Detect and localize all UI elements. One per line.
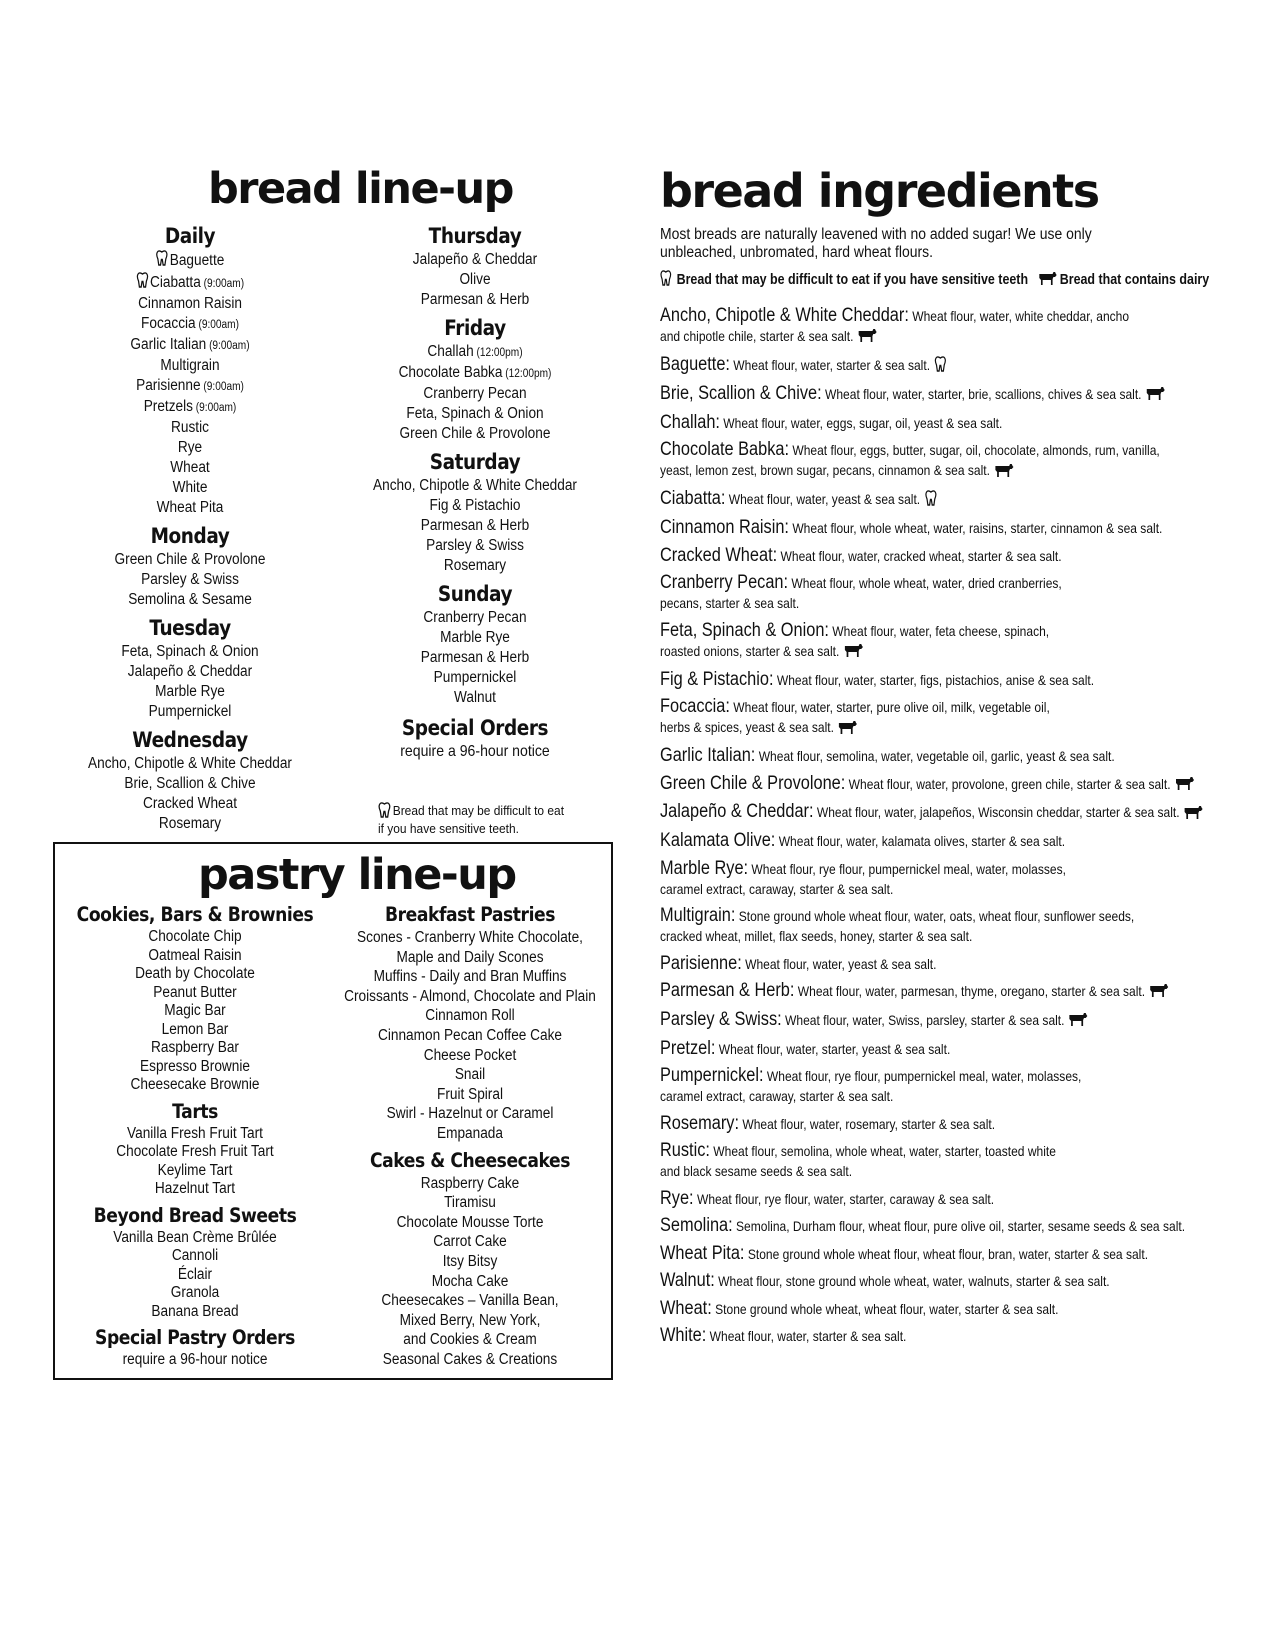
pastry-item: Raspberry Bar (151, 1039, 239, 1056)
day-heading-saturday: Saturday (429, 450, 521, 474)
bread-item (84, 702, 295, 722)
pastry-item: Cheese Pocket (423, 1046, 517, 1064)
ingredient-description: Wheat flour, water, provolone, green chile, starter & sea salt. (848, 775, 1171, 792)
bread-item (84, 550, 295, 570)
ingredient-description: Wheat flour, water, starter, brie, scallions, chives & sea salt. (824, 386, 1142, 403)
ingredient-entry (660, 1271, 1245, 1291)
ingredient-description: Wheat flour, water, white cheddar, ancho (912, 308, 1130, 324)
sensitive-teeth-note-text: Bread that may be difficult to eat if you have sensitive teeth. (378, 802, 565, 836)
bread-item (84, 590, 295, 610)
ingredient-description: Wheat flour, water, starter, pure olive oil, milk, vegetable oil, (733, 699, 1050, 716)
ingredient-description: Wheat flour, whole wheat, water, raisins, starter, cinnamon & sea salt. (792, 520, 1163, 537)
pastry-item: Oatmeal Raisin (148, 946, 242, 964)
bread-item-name: Cranberry Pecan (423, 385, 527, 402)
bread-item (369, 688, 580, 708)
ingredient-description: Wheat flour, water, jalapeños, Wisconsin cheddar, starter & sea salt. (816, 804, 1180, 821)
ingredient-bread-name: Rosemary: (660, 1112, 739, 1134)
cow-icon (844, 642, 863, 662)
bread-item (369, 608, 580, 628)
bread-item-name: Parsley & Swiss (141, 571, 239, 589)
ingredient-description: Wheat flour, whole wheat, water, dried cranberries, (791, 575, 1062, 592)
bread-item (84, 794, 295, 814)
bread-item (84, 642, 295, 662)
ingredient-entry (660, 1244, 1245, 1264)
ingredient-description: Wheat flour, water, feta cheese, spinach, (832, 622, 1050, 639)
bread-item (369, 496, 580, 516)
bread-item-time: (12:00pm) (473, 347, 523, 359)
ingredient-description: Wheat flour, semolina, water, vegetable oil, garlic, yeast & sea salt. (758, 748, 1115, 765)
bread-item-name: Ciabatta (149, 274, 201, 292)
pastry-heading: Breakfast Pastries (384, 903, 556, 926)
pastry-item: Snail (454, 1066, 486, 1084)
ingredient-description-cont: and black sesame seeds & sea salt. (660, 1163, 853, 1180)
ingredient-entry (660, 518, 1245, 538)
ingredient-entry (660, 1216, 1245, 1236)
ingredient-description: Wheat flour, water, rosemary, starter & sea salt. (742, 1115, 996, 1132)
ingredient-entry (660, 546, 1245, 566)
bread-item-name: Walnut (454, 689, 496, 706)
ingredient-description-cont: roasted onions, starter & sea salt. (660, 642, 840, 659)
cow-icon (994, 462, 1013, 482)
ingredient-bread-name: Parsley & Swiss: (660, 1008, 782, 1030)
ingredient-description: Wheat flour, stone ground whole wheat, water, walnuts, starter & sea salt. (718, 1273, 1110, 1290)
bread-item-time: (9:00am) (200, 381, 244, 394)
ingredient-bread-name: Rustic: (660, 1140, 710, 1162)
ingredient-description: Wheat flour, water, starter & sea salt. (709, 1328, 907, 1345)
ingredient-bread-name: Ciabatta: (660, 488, 726, 510)
ingredient-entry (660, 384, 1245, 405)
bread-item (369, 536, 580, 556)
ingredient-entry (660, 1326, 1245, 1346)
ingredient-bread-name: Brie, Scallion & Chive: (660, 383, 822, 405)
bread-item (369, 648, 580, 668)
bread-item-name: Semolina & Sesame (128, 591, 252, 609)
bread-item-name: Rustic (171, 419, 209, 437)
pastry-item: Lemon Bar (161, 1020, 229, 1038)
bread-item-name: Ancho, Chipotle & White Cheddar (373, 477, 577, 494)
bread-item-name: Rosemary (158, 815, 222, 833)
cow-icon (1069, 1011, 1088, 1031)
ingredient-entry (660, 440, 1245, 481)
ingredient-entry (660, 1299, 1245, 1319)
ingredient-description: Stone ground whole wheat flour, water, oats, wheat flour, sunflower seeds, (738, 908, 1135, 925)
ingredient-bread-name: Multigrain: (660, 905, 736, 927)
bread-item-name: Multigrain (160, 357, 220, 375)
ingredient-bread-name: Rye: (660, 1187, 694, 1209)
ingredient-description-cont: yeast, lemon zest, brown sugar, pecans, cinnamon & sea salt. (660, 462, 990, 479)
bread-item (369, 668, 580, 688)
ingredient-description: Wheat flour, rye flour, pumpernickel meal, water, molasses, (766, 1068, 1082, 1085)
pastry-item: Chocolate Chip (148, 928, 242, 945)
bread-item-name: Parmesan & Herb (420, 649, 530, 666)
bread-item (84, 397, 295, 418)
ingredient-entry (660, 1039, 1245, 1059)
bread-item (369, 404, 580, 424)
pastry-item: Cinnamon Pecan Coffee Cake (377, 1026, 563, 1044)
special-orders-title: Special Orders (401, 716, 549, 740)
pastry-item: Mocha Cake (431, 1272, 509, 1290)
pastry-item: Swirl - Hazelnut or Caramel (386, 1105, 554, 1123)
bread-ingredients-title: bread ingredients (660, 164, 1099, 218)
bread-item (84, 498, 295, 518)
pastry-item: Seasonal Cakes & Creations (382, 1350, 558, 1368)
pastry-item: Maple and Daily Scones (396, 948, 544, 966)
pastry-item: Chocolate Fresh Fruit Tart (116, 1143, 274, 1160)
legend-tooth-text: Bread that may be difficult to eat if you have sensitive teeth (676, 270, 1029, 288)
bread-item-name: Challah (427, 343, 474, 360)
ingredient-description-cont: cracked wheat, millet, flax seeds, honey, starter & sea salt. (660, 928, 973, 945)
bread-item-name: Jalapeño & Cheddar (412, 251, 538, 268)
bread-item (84, 335, 295, 356)
bread-days-left (84, 224, 295, 834)
ingredient-description: Wheat flour, water, starter & sea salt. (733, 356, 931, 373)
bread-item (369, 290, 580, 310)
pastry-item: Éclair (177, 1265, 213, 1283)
ingredients-list (660, 306, 1240, 1354)
pastry-item: Mixed Berry, New York, (399, 1311, 541, 1329)
cow-icon (1149, 982, 1168, 1002)
pastry-item: Granola (170, 1284, 220, 1301)
ingredient-description: Wheat flour, water, Swiss, parsley, starter & sea salt. (785, 1011, 1065, 1028)
ingredient-bread-name: Wheat: (660, 1297, 712, 1319)
ingredient-bread-name: Green Chile & Provolone: (660, 772, 846, 794)
pastry-item: Tiramisu (444, 1194, 496, 1212)
ingredient-description: Wheat flour, rye flour, water, starter, caraway & sea salt. (696, 1190, 995, 1207)
tooth-icon (934, 356, 946, 377)
ingredient-bread-name: Baguette: (660, 353, 730, 375)
bread-item-name: Feta, Spinach & Onion (406, 405, 544, 422)
bread-item (369, 270, 580, 290)
ingredient-bread-name: Chocolate Babka: (660, 439, 789, 461)
bread-item-name: Cracked Wheat (142, 795, 237, 813)
ingredient-bread-name: Semolina: (660, 1215, 733, 1237)
pastry-column-left (76, 903, 314, 1370)
pastry-item: Croissants - Almond, Chocolate and Plain (344, 987, 596, 1005)
bread-item-time: (9:00am) (192, 402, 237, 415)
ingredient-description: Wheat flour, rye flour, pumpernickel meal, water, molasses, (751, 860, 1066, 877)
pastry-item: require a 96-hour notice (122, 1351, 268, 1368)
bread-item (84, 418, 295, 438)
ingredient-bread-name: Kalamata Olive: (660, 830, 776, 852)
bread-item-name: Olive (459, 271, 491, 288)
day-heading-thursday: Thursday (428, 224, 522, 248)
cow-icon (1038, 271, 1056, 289)
cow-icon (858, 327, 877, 347)
ingredient-description: Wheat flour, semolina, whole wheat, water, starter, toasted white (713, 1143, 1056, 1160)
bread-item-name: White (172, 479, 208, 497)
bread-item (369, 250, 580, 270)
bread-item-name: Parsley & Swiss (426, 537, 524, 554)
day-heading-sunday: Sunday (437, 582, 513, 606)
ingredient-entry (660, 355, 1245, 377)
bread-item-time: (12:00pm) (502, 368, 552, 380)
pastry-item: Death by Chocolate (135, 965, 255, 982)
bread-item-time: (9:00am) (206, 340, 250, 353)
bread-item (84, 458, 295, 478)
ingredient-description: Wheat flour, water, starter, yeast & sea salt. (718, 1040, 951, 1057)
bread-item (84, 356, 295, 376)
day-heading-daily: Daily (164, 224, 216, 248)
ingredient-bread-name: Parmesan & Herb: (660, 980, 795, 1002)
bread-item-name: Pumpernickel (148, 703, 232, 721)
day-heading-friday: Friday (444, 316, 506, 340)
bread-item (369, 476, 580, 496)
bread-item-name: Brie, Scallion & Chive (124, 775, 256, 793)
ingredient-bread-name: Parisienne: (660, 952, 742, 974)
ingredient-description: Semolina, Durham flour, wheat flour, pure olive oil, starter, sesame seeds & sea salt. (736, 1218, 1186, 1235)
ingredient-bread-name: Pumpernickel: (660, 1065, 764, 1087)
pastry-heading: Beyond Bread Sweets (93, 1203, 297, 1227)
pastry-item: and Cookies & Cream (403, 1331, 537, 1349)
bread-item-name: Parmesan & Herb (420, 291, 530, 308)
pastry-column-right (342, 903, 597, 1369)
ingredient-bread-name: Garlic Italian: (660, 745, 756, 767)
ingredient-bread-name: Ancho, Chipotle & White Cheddar: (660, 305, 909, 326)
cow-icon (838, 719, 857, 739)
ingredient-bread-name: Pretzel: (660, 1037, 716, 1059)
pastry-heading: Cookies, Bars & Brownies (76, 903, 314, 926)
bread-item (84, 774, 295, 794)
ingredient-description-cont: caramel extract, caraway, starter & sea salt. (660, 1088, 894, 1105)
pastry-item: Fruit Spiral (437, 1085, 503, 1103)
bread-item (84, 314, 295, 335)
cow-icon (1146, 385, 1165, 405)
bread-item (84, 754, 295, 774)
ingredient-bread-name: Focaccia: (660, 696, 730, 718)
ingredient-entry (660, 697, 1245, 738)
pastry-item: Hazelnut Tart (154, 1180, 236, 1197)
bread-item (369, 628, 580, 648)
legend-dairy-text: Bread that contains dairy (1059, 270, 1210, 288)
bread-item (369, 363, 580, 384)
ingredient-entry (660, 413, 1245, 433)
ingredient-description: Wheat flour, water, cracked wheat, starter & sea salt. (780, 547, 1062, 564)
pastry-item: Vanilla Bean Crème Brûlée (113, 1228, 277, 1246)
bread-item-name: Feta, Spinach & Onion (121, 643, 259, 661)
ingredient-bread-name: White: (660, 1325, 707, 1347)
bread-item-name: Chocolate Babka (398, 364, 503, 381)
pastry-item: Empanada (437, 1124, 503, 1142)
bread-item (84, 662, 295, 682)
ingredient-entry (660, 489, 1245, 511)
ingredient-entry (660, 1066, 1245, 1106)
bread-item (369, 516, 580, 536)
ingredient-entry (660, 1141, 1245, 1181)
ingredient-description: Wheat flour, water, yeast & sea salt. (745, 955, 937, 972)
bread-item-name: Baguette (169, 252, 225, 270)
bread-item (84, 294, 295, 314)
pastry-item: Chocolate Mousse Torte (396, 1213, 544, 1231)
bread-item-name: Focaccia (141, 315, 196, 333)
bread-item-name: Garlic Italian (130, 336, 207, 354)
bread-item-name: Parisienne (136, 377, 201, 395)
ingredient-entry (660, 1010, 1245, 1031)
pastry-item: Raspberry Cake (420, 1174, 520, 1192)
bread-item-name: Cranberry Pecan (423, 609, 527, 626)
ingredient-bread-name: Challah: (660, 411, 720, 433)
pastry-item: Cinnamon Roll (425, 1007, 515, 1025)
bread-item-name: Ancho, Chipotle & White Cheddar (88, 755, 292, 773)
pastry-item: Scones - Cranberry White Chocolate, (357, 929, 583, 946)
ingredient-entry (660, 954, 1245, 974)
ingredient-entry (660, 746, 1245, 766)
pastry-item: Magic Bar (164, 1002, 226, 1019)
ingredient-description: Stone ground whole wheat flour, wheat flour, bran, water, starter & sea salt. (747, 1245, 1149, 1262)
bread-item (84, 438, 295, 458)
ingredient-entry (660, 981, 1245, 1002)
pastry-heading: Special Pastry Orders (95, 1326, 295, 1349)
bread-item-name: Parmesan & Herb (420, 517, 530, 534)
bread-item (369, 424, 580, 444)
ingredient-entry (660, 670, 1245, 690)
pastry-heading: Tarts (172, 1099, 218, 1123)
pastry-item: Peanut Butter (153, 983, 237, 1001)
ingredient-entry (660, 859, 1245, 899)
bread-item-name: Rye (177, 439, 203, 457)
bread-item (369, 384, 580, 404)
bread-item-name: Green Chile & Provolone (114, 551, 266, 569)
pastry-item: Vanilla Fresh Fruit Tart (127, 1124, 263, 1142)
ingredient-entry (660, 774, 1245, 795)
bread-item-name: Pumpernickel (433, 669, 517, 686)
ingredient-description-cont: and chipotle chile, starter & sea salt. (660, 328, 854, 344)
day-heading-monday: Monday (150, 524, 230, 549)
ingredient-bread-name: Jalapeño & Cheddar: (660, 801, 814, 823)
bread-item-name: Marble Rye (440, 629, 510, 646)
ingredient-description: Wheat flour, water, kalamata olives, starter & sea salt. (778, 833, 1066, 850)
tooth-icon (378, 802, 391, 821)
bread-item-time: (9:00am) (200, 278, 245, 291)
bread-item-name: Jalapeño & Cheddar (127, 663, 253, 681)
bread-item-name: Wheat Pita (156, 499, 224, 517)
ingredient-entry (660, 831, 1245, 851)
bread-item (84, 272, 295, 294)
pastry-item: Muffins - Daily and Bran Muffins (373, 968, 567, 986)
bread-item-name: Marble Rye (155, 683, 225, 701)
ingredients-legend (660, 270, 1210, 290)
ingredient-entry (660, 906, 1245, 946)
bread-item (369, 342, 580, 363)
pastry-heading: Cakes & Cheesecakes (369, 1148, 571, 1172)
ingredient-entry (660, 1189, 1245, 1209)
bread-item (84, 682, 295, 702)
tooth-icon (156, 250, 168, 272)
pastry-item: Keylime Tart (157, 1161, 233, 1179)
bread-days-right (369, 224, 580, 762)
bread-item-name: Green Chile & Provolone (399, 425, 551, 442)
ingredient-bread-name: Wheat Pita: (660, 1242, 745, 1264)
day-heading-wednesday: Wednesday (132, 728, 248, 753)
ingredient-bread-name: Cinnamon Raisin: (660, 517, 789, 539)
ingredient-description: Wheat flour, water, starter, figs, pistachios, anise & sea salt. (776, 671, 1095, 688)
tooth-icon (136, 272, 148, 294)
day-heading-tuesday: Tuesday (149, 616, 231, 641)
bread-item (369, 556, 580, 576)
pastry-item: Espresso Brownie (140, 1057, 250, 1075)
bread-item (84, 478, 295, 498)
ingredient-entry (660, 573, 1245, 613)
bread-item-time: (9:00am) (195, 319, 239, 332)
ingredient-description: Wheat flour, eggs, butter, sugar, oil, chocolate, almonds, rum, vanilla, (792, 442, 1160, 459)
ingredient-bread-name: Feta, Spinach & Onion: (660, 619, 829, 641)
tooth-icon (660, 270, 672, 290)
ingredient-description: Wheat flour, water, eggs, sugar, oil, yeast & sea salt. (723, 414, 1003, 431)
pastry-lineup-title: pastry line-up (198, 850, 516, 900)
ingredient-entry (660, 621, 1245, 662)
bread-item-name: Pretzels (143, 398, 193, 416)
bread-item (84, 376, 295, 397)
ingredient-bread-name: Fig & Pistachio: (660, 668, 774, 690)
ingredient-description: Stone ground whole wheat, wheat flour, water, starter & sea salt. (715, 1300, 1059, 1317)
pastry-item: Cheesecake Brownie (130, 1076, 260, 1093)
special-orders (369, 716, 580, 762)
ingredient-entry (660, 802, 1245, 823)
ingredient-description-cont: herbs & spices, yeast & sea salt. (660, 719, 835, 736)
pastry-item: Itsy Bitsy (442, 1252, 498, 1270)
sensitive-teeth-note (378, 802, 571, 836)
pastry-item: Banana Bread (151, 1302, 239, 1320)
cow-icon (1175, 775, 1194, 795)
ingredient-entry (660, 306, 1245, 347)
ingredient-bread-name: Marble Rye: (660, 857, 749, 879)
bread-item-name: Cinnamon Raisin (138, 295, 242, 313)
bread-item-name: Fig & Pistachio (429, 497, 521, 514)
bread-item (84, 250, 295, 272)
bread-item (84, 570, 295, 590)
ingredient-entry (660, 1114, 1245, 1134)
ingredient-description: Wheat flour, water, parmesan, thyme, oregano, starter & sea salt. (797, 983, 1146, 1000)
ingredient-bread-name: Walnut: (660, 1270, 715, 1292)
pastry-item: Carrot Cake (433, 1233, 507, 1251)
tooth-icon (924, 490, 936, 511)
ingredient-description-cont: pecans, starter & sea salt. (660, 595, 800, 612)
pastry-item: Cannoli (171, 1247, 219, 1264)
cow-icon (1184, 804, 1203, 824)
ingredients-intro: Most breads are naturally leavened with no added sugar! We use only unbleached, unbromated, hard wheat flours. (660, 226, 1092, 261)
special-orders-note: require a 96-hour notice (400, 743, 550, 760)
ingredient-description: Wheat flour, water, yeast & sea salt. (728, 491, 921, 508)
ingredient-description-cont: caramel extract, caraway, starter & sea salt. (660, 880, 894, 897)
pastry-item: Cheesecakes – Vanilla Bean, (381, 1292, 559, 1310)
bread-item-name: Wheat (170, 459, 210, 477)
ingredient-bread-name: Cracked Wheat: (660, 544, 778, 566)
ingredient-bread-name: Cranberry Pecan: (660, 572, 789, 594)
bread-item-name: Rosemary (443, 557, 507, 574)
bread-lineup-title: bread line-up (208, 164, 513, 214)
bread-item (84, 814, 295, 834)
